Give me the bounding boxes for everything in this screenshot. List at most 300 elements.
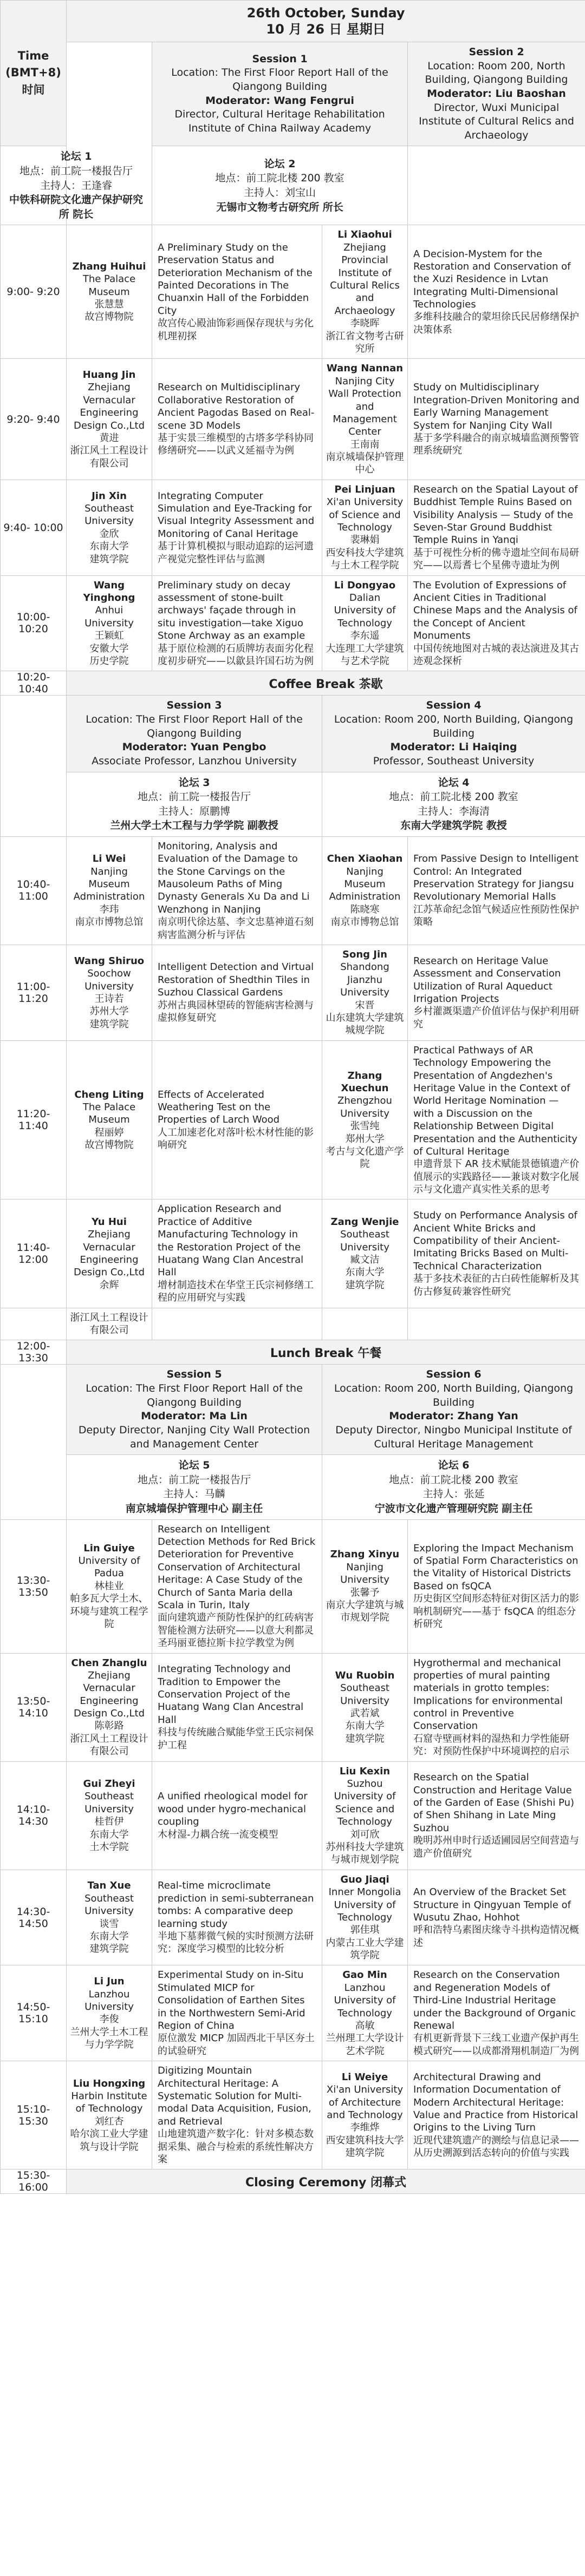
speaker-affiliation: 苏州大学 (89, 1006, 129, 1018)
talk-right (408, 1519, 585, 1653)
time-slot: 11:20- 11:40 (1, 1040, 67, 1199)
speaker-affiliation: Zhejiang Vernacular Engineering Design Co.,Ltd (73, 1229, 145, 1279)
talk-title-en: Effects of Accelerated Weathering Test on the Properties of Larch Wood (158, 1089, 280, 1126)
talk-title-cn: 基于实景三维模型的古塔多学科协同修缮研究——以武义延福寺为例 (158, 432, 314, 457)
speaker-affiliation: 武若斌 (350, 1708, 380, 1720)
speaker-name: Wang Nannan (326, 363, 404, 375)
speaker-affiliation: 谈雪 (99, 1918, 119, 1930)
session-moderator-role: Director, Wuxi Municipal Institute of Cultural Relics and Archaeology (419, 101, 574, 141)
date-header (67, 1, 585, 42)
talk-title-cn: 历史街区空间形态特征对街区活力的影响机制研究——基于 fsQCA 的组态分析研究 (413, 1593, 579, 1630)
session-moderator-role: Professor, Southeast University (373, 755, 535, 767)
talk-right (408, 945, 585, 1041)
speaker-name: Li Weiye (341, 2071, 388, 2083)
schedule-body (1, 1, 585, 2194)
talk-title-en: Practical Pathways of AR Technology Empowering the Presentation of Angdezhen's Heritage Value in the Context of World Heritage Nomination — with a Discussion on the Relationship Between Digital Presentation and the Authenticity of Cultural Heritage (413, 1044, 577, 1157)
talk-right (408, 480, 585, 575)
talk-title-cn: 基于可视性分析的佛寺遗址空间布局研究——以焉耆七个星佛寺遗址为例 (413, 547, 579, 572)
speaker-affiliation: 苏州科技大学建筑与城市规划学院 (326, 1841, 404, 1866)
time-slot: 11:40- 12:00 (1, 1199, 67, 1308)
talk-right (408, 1870, 585, 1965)
talk-left (152, 2061, 322, 2169)
session-header-left (67, 1365, 322, 1455)
time-slot: 10:00- 10:20 (1, 575, 67, 671)
forum-role: 南京城墙保护管理中心 副主任 (125, 1503, 263, 1515)
speaker-affiliation-tail: 浙江风土工程设计有限公司 (67, 1308, 152, 1340)
forum-header-right (322, 1455, 585, 1519)
talk-title-cn: 江苏革命纪念馆气候适应性预防性保护策略 (413, 903, 579, 928)
speaker-affiliation: 南京大学建筑与城市规划学院 (326, 1599, 404, 1624)
session-header-right (408, 42, 585, 146)
speaker-affiliation: 东南大学 (89, 1931, 129, 1942)
speaker-name: Wang Yinghong (83, 579, 135, 604)
speaker-name: Cheng Liting (74, 1089, 144, 1100)
session-location: Location: Room 200, North Building, Qiangong Building (425, 60, 568, 86)
session-header-right (322, 1365, 585, 1455)
speaker-affiliation: 内蒙古工业大学建筑学院 (326, 1937, 404, 1962)
speaker-affiliation: 王南南 (350, 438, 380, 450)
forum-header-row (1, 146, 585, 225)
speaker-affiliation: Suzhou University of Science and Technology (334, 1778, 396, 1828)
forum-header-left (67, 772, 322, 836)
talk-title-cn: 增材制造技术在华堂王氏宗祠修缮工程的应用研究与实践 (158, 1279, 314, 1304)
speaker-left (67, 575, 152, 671)
time-slot: 15:10- 15:30 (1, 2061, 67, 2169)
break-label: Closing Ceremony 闭幕式 (67, 2169, 585, 2194)
speaker-affiliation: 山东建筑大学建筑城规学院 (326, 1012, 404, 1037)
talk-left (152, 1653, 322, 1761)
talk-title-en: An Overview of the Bracket Set Structure in Qingyuan Temple of Wusutu Zhao, Hohhot (413, 1886, 571, 1923)
forum-moderator: 主持人：李海清 (418, 805, 490, 817)
talk-title-cn: 基于多学科融合的南京城墙监测预警管理系统研究 (413, 432, 579, 457)
talk-title-en: Integrating Computer Simulation and Eye-Tracking for Visual Integrity Assessment and Monitoring of Canal Heritage (158, 490, 315, 540)
talk-title-en: A Preliminary Study on the Preservation Status and Deterioration Mechanism of the Painted Decorations in The Chuanxin Hall of the Forbidden City (158, 241, 313, 317)
speaker-affiliation: 兰州理工大学设计艺术学院 (326, 2033, 404, 2057)
speaker-right (322, 2061, 408, 2169)
forum-moderator: 主持人：刘宝山 (243, 186, 316, 199)
session-location: Location: Room 200, North Building, Qiangong Building (334, 1382, 574, 1408)
time-slot: 10:40- 11:00 (1, 836, 67, 945)
break-label: Lunch Break 午餐 (67, 1340, 585, 1365)
speaker-left (67, 359, 152, 480)
speaker-affiliation: Nanjing University (340, 1561, 389, 1586)
session-moderator: Moderator: Zhang Yan (389, 1410, 518, 1423)
forum-location: 地点：前工院一楼报告厅 (19, 165, 133, 178)
speaker-affiliation: 西安建筑科技大学建筑学院 (326, 2134, 404, 2159)
break-label: Coffee Break 茶歇 (67, 671, 585, 696)
session-location: Location: The First Floor Report Hall of the Qiangong Building (86, 1382, 303, 1408)
forum-location: 地点：前工院北楼 200 教室 (215, 172, 344, 185)
speaker-left (67, 836, 152, 945)
forum-header-left (1, 146, 152, 225)
speaker-affiliation: 东南大学 (345, 1720, 385, 1732)
talk-title-cn: 山地建筑遗产数字化：针对多模态数据采集、融合与检索的系统性解决方案 (158, 2128, 314, 2165)
speaker-affiliation: 哈尔滨工业大学建筑与设计学院 (70, 2128, 148, 2153)
talk-left (152, 836, 322, 945)
talk-title-en: Research on the Spatial Layout of Buddhist Temple Ruins Based on Visibility Analysis — Study of the Seven-Star Ground Buddhist Temple Ruins in Yanqi (413, 483, 578, 546)
talk-title-en: Research on the Conservation and Regeneration Models of Third-Line Industrial Heritage under the Background of Organic Renewal (413, 1969, 576, 2032)
talk-title-en: Research on Intelligent Detection Methods for Red Brick Deterioration for Preventive Conservation of Architectural Heritage: A Case Study of the Church of Santa Maria della Scala in Turin, Italy (158, 1523, 316, 1611)
table-row (1, 1519, 585, 1653)
speaker-affiliation: 臧文洁 (350, 1254, 380, 1266)
talk-right (408, 1965, 585, 2061)
time-spacer (1, 1365, 67, 1519)
forum-location: 地点：前工院北楼 200 教室 (389, 1473, 518, 1486)
table-row (1, 480, 585, 575)
speaker-affiliation: 建筑学院 (89, 1943, 129, 1955)
speaker-affiliation: Inner Mongolia University of Technology (328, 1886, 401, 1923)
speaker-affiliation: 浙江风土工程设计有限公司 (70, 1733, 148, 1758)
talk-title-cn: 乡村灌溉渠遗产价值评估与保护利用研究 (413, 1006, 579, 1030)
speaker-affiliation: 兰州大学土木工程与力学学院 (70, 2026, 148, 2051)
talk-title-en: Study on Performance Analysis of Ancient White Bricks and Compatibility of their Ancient-Imitating Bricks Based on Multi-Technical Characterization (413, 1210, 577, 1272)
speaker-left (67, 1870, 152, 1965)
speaker-affiliation: Nanjing Museum Administration (329, 866, 401, 903)
session-title: Session 5 (166, 1368, 222, 1381)
break-row (1, 1340, 585, 1365)
talk-right (408, 1761, 585, 1870)
forum-role: 中铁科研院文化遗产保护研究所 院长 (9, 194, 143, 220)
talk-title-en: Research on Heritage Value Assessment and Conservation Utilization of Rural Aqueduct Irrigation Projects (413, 955, 561, 1005)
break-time: 15:30- 16:00 (1, 2169, 67, 2194)
speaker-right (322, 1870, 408, 1965)
speaker-left (67, 945, 152, 1041)
speaker-affiliation: 西安科技大学建筑与土木工程学院 (326, 547, 404, 572)
forum-role: 无锡市文物考古研究所 所长 (216, 201, 343, 213)
speaker-affiliation: 桂哲伊 (94, 1816, 124, 1828)
talk-left (152, 1519, 322, 1653)
speaker-left (67, 1965, 152, 2061)
forum-location: 地点：前工院一楼报告厅 (137, 791, 251, 803)
forum-header-row (1, 772, 585, 836)
speaker-affiliation: Zhengzhou University (337, 1095, 392, 1119)
speaker-right (322, 1965, 408, 2061)
session-header-left (152, 42, 408, 146)
speaker-name: Li Dongyao (334, 579, 396, 591)
speaker-affiliation: Lanzhou University (84, 1988, 134, 2013)
speaker-affiliation: 浙江风土工程设计有限公司 (70, 445, 148, 469)
speaker-affiliation: 裴琳娟 (350, 534, 380, 546)
time-slot: 14:10- 14:30 (1, 1761, 67, 1870)
forum-moderator: 主持人：王逢睿 (40, 179, 112, 192)
speaker-name: Lin Guiye (83, 1542, 135, 1554)
talk-title-en: Preliminary study on decay assessment of stone-built archways' façade through in situ investigation—take Xiguo Stone Archway as an example (158, 579, 306, 642)
speaker-affiliation: Harbin Institute of Technology (71, 2090, 147, 2115)
speaker-right (322, 1519, 408, 1653)
speaker-affiliation: 李俊 (99, 2014, 119, 2026)
session-location: Location: The First Floor Report Hall of the Qiangong Building (171, 67, 388, 93)
speaker-affiliation: Nanjing Museum Administration (73, 866, 145, 903)
talk-title-cn: 石窟寺壁画材料的湿热和力学性能研究：对预防性保护中环境调控的启示 (413, 1733, 569, 1758)
talk-right (408, 575, 585, 671)
time-slot: 13:30- 13:50 (1, 1519, 67, 1653)
speaker-left (67, 480, 152, 575)
speaker-affiliation: 东南大学 (345, 1267, 385, 1279)
forum-title: 论坛 4 (438, 776, 470, 789)
talk-left (152, 225, 322, 359)
speaker-right (322, 945, 408, 1041)
speaker-affiliation: 南京城墙保护管理中心 (326, 451, 404, 476)
talk-empty (152, 1308, 322, 1340)
speaker-affiliation: 历史学院 (89, 655, 129, 667)
speaker-affiliation: 考古与文化遗产学院 (326, 1145, 404, 1170)
break-time: 12:00- 13:30 (1, 1340, 67, 1365)
speaker-affiliation: 王诗若 (94, 993, 124, 1005)
session-moderator-role: Director, Cultural Heritage Rehabilitation Institute of China Railway Academy (174, 108, 385, 135)
table-row (1, 1965, 585, 2061)
break-time: 10:20- 10:40 (1, 671, 67, 696)
speaker-affiliation: 陈彰路 (94, 1720, 124, 1732)
table-row (1, 1040, 585, 1199)
session-title: Session 6 (426, 1368, 482, 1381)
speaker-name: Liu Hongxing (73, 2077, 146, 2089)
talk-title-en: Real-time microclimate prediction in semi-subterranean tombs: A comparative deep learning study (158, 1880, 314, 1930)
speaker-name: Zhang Huihui (72, 260, 146, 272)
talk-right (408, 836, 585, 945)
time-slot: 9:40- 10:00 (1, 480, 67, 575)
speaker-left (67, 1040, 152, 1199)
forum-title: 论坛 5 (178, 1459, 210, 1472)
speaker-affiliation: Southeast University (340, 1682, 389, 1707)
session-header-right (322, 696, 585, 772)
speaker-affiliation: Zhejiang Vernacular Engineering Design Co.,Ltd (73, 382, 145, 431)
forum-title: 论坛 1 (60, 150, 92, 163)
date-cn: 10 月 26 日 星期日 (266, 22, 386, 37)
speaker-affiliation: The Palace Museum (82, 1102, 136, 1126)
talk-right (408, 359, 585, 480)
session-header-row (1, 42, 585, 146)
speaker-affiliation: The Palace Museum (82, 273, 136, 298)
speaker-affiliation: 高敏 (355, 2020, 375, 2032)
speaker-affiliation: 林桂业 (94, 1580, 124, 1592)
speaker-name: Huang Jin (82, 369, 136, 381)
session-location: Location: Room 200, North Building, Qiangong Building (334, 713, 574, 739)
speaker-right (322, 225, 408, 359)
table-row (1, 2061, 585, 2169)
speaker-affiliation: 刘可欣 (350, 1828, 380, 1840)
speaker-affiliation: 建筑学院 (89, 1018, 129, 1030)
speaker-left (67, 2061, 152, 2169)
talk-title-en: The Evolution of Expressions of Ancient Cities in Traditional Chinese Maps and the Analysis of the Concept of Ancient Monuments (413, 579, 577, 642)
talk-right (408, 1040, 585, 1199)
talk-title-cn: 晚明苏州申时行适适圃园居空间营造与遗产价值研究 (413, 1835, 579, 1859)
talk-title-cn: 故宫传心殿油饰彩画保存现状与劣化机理初探 (158, 318, 314, 342)
forum-header-left (67, 1455, 322, 1519)
speaker-affiliation: 郑州大学 (345, 1133, 385, 1145)
speaker-empty (322, 1308, 408, 1340)
speaker-left (67, 225, 152, 359)
talk-title-cn: 苏州古典园林望砖的智能病害检测与虚拟修复研究 (158, 999, 314, 1024)
talk-title-cn: 基于多技术表征的古白砖性能解析及其仿古修复砖兼容性研究 (413, 1273, 579, 1297)
speaker-right (322, 1199, 408, 1308)
speaker-affiliation: 李维烨 (350, 2122, 380, 2134)
talk-title-cn: 呼和浩特乌素图庆缘寺斗拱构造情况概述 (413, 1924, 579, 1949)
speaker-name: Li Jun (94, 1976, 125, 1988)
speaker-affiliation: 安徽大学 (89, 643, 129, 654)
talk-title-en: From Passive Design to Intelligent Control: An Integrated Preservation Strategy for Jiangsu Revolutionary Memorial Halls (413, 853, 579, 903)
speaker-name: Gao Min (342, 1969, 387, 1981)
talk-title-cn: 多维科技融合的蒙坦徐氏民居修缮保护决策体系 (413, 311, 579, 336)
speaker-name: Wu Ruobin (335, 1669, 395, 1681)
speaker-affiliation: 陈晓寒 (350, 903, 380, 915)
talk-title-cn: 中国传统地图对古城的表达演进及其古迹观念探析 (413, 643, 579, 667)
speaker-name: Gui Zheyi (83, 1778, 135, 1790)
speaker-affiliation: 故宫博物院 (84, 1139, 134, 1151)
speaker-affiliation: 李玮 (99, 903, 119, 915)
speaker-affiliation: 刘红杏 (94, 2115, 124, 2127)
talk-title-cn: 近现代建筑遗产的测绘与信息记录——从历史溯源到活态转向的价值与实践 (413, 2134, 579, 2159)
session-title: Session 3 (166, 699, 222, 712)
talk-title-en: Exploring the Impact Mechanism of Spatial Form Characteristics on the Vitality of Historical Districts Based on fsQCA (413, 1542, 578, 1592)
talk-title-cn: 人工加速老化对落叶松木材性能的影响研究 (158, 1126, 314, 1151)
speaker-affiliation: 帕多瓦大学土木、环境与建筑工程学院 (70, 1593, 148, 1630)
talk-left (152, 575, 322, 671)
time-slot: 14:30- 14:50 (1, 1870, 67, 1965)
talk-title-en: Integrating Technology and Tradition to Empower the Conservation Project of the Huatang Wang Clan Ancestral Hall (158, 1663, 304, 1726)
speaker-affiliation: Zhejiang Provincial Institute of Cultural Relics and Archaeology (330, 241, 400, 317)
talk-title-cn: 基于原位检测的石质牌坊表面劣化程度初步研究——以歙县许国石坊为例 (158, 643, 314, 667)
forum-header-row (1, 1455, 585, 1519)
session-moderator: Moderator: Wang Fengrui (205, 94, 354, 107)
session-header-row (1, 1365, 585, 1455)
speaker-affiliation: Soochow University (84, 968, 134, 992)
talk-left (152, 480, 322, 575)
forum-title: 论坛 3 (178, 776, 210, 789)
speaker-name: Song Jin (342, 949, 387, 961)
forum-location: 地点：前工院北楼 200 教室 (389, 791, 518, 803)
forum-moderator: 主持人：原鹏博 (158, 805, 230, 817)
speaker-name: Li Wei (92, 853, 126, 865)
speaker-name: Liu Kexin (339, 1765, 391, 1777)
forum-moderator: 主持人：马麟 (163, 1488, 225, 1500)
table-row (1, 1870, 585, 1965)
speaker-affiliation: Southeast University (84, 1892, 134, 1917)
session-moderator: Moderator: Liu Baoshan (427, 87, 566, 100)
talk-left (152, 1199, 322, 1308)
session-moderator-role: Associate Professor, Lanzhou University (92, 755, 297, 767)
session-title: Session 4 (426, 699, 482, 712)
speaker-affiliation: 郭佳琪 (350, 1924, 380, 1936)
speaker-affiliation: 大连理工大学建筑与艺术学院 (326, 643, 404, 667)
talk-empty (408, 1308, 585, 1340)
table-row (1, 359, 585, 480)
speaker-affiliation: 黄进 (99, 432, 119, 444)
time-slot: 11:00- 11:20 (1, 945, 67, 1041)
talk-title-cn: 木材湿-力耦合统一流变模型 (158, 1828, 278, 1840)
talk-title-en: Hygrothermal and mechanical properties of mural painting materials in grotto temples: Implications for environmental control in Preventive Conservation (413, 1657, 563, 1732)
talk-left (152, 1040, 322, 1199)
speaker-affiliation: Southeast University (340, 1229, 389, 1253)
speaker-affiliation: Southeast University (84, 1791, 134, 1815)
table-row (1, 575, 585, 671)
speaker-name: Wang Shiruo (74, 955, 145, 967)
forum-header-right (152, 146, 408, 225)
speaker-right (322, 1653, 408, 1761)
speaker-affiliation: Lanzhou University of Technology (334, 1982, 396, 2019)
speaker-name: Zang Wenjie (330, 1216, 399, 1228)
talk-title-en: A unified rheological model for wood under hygro-mechanical coupling (158, 1791, 308, 1828)
speaker-name: Tan Xue (87, 1880, 131, 1892)
break-row (1, 2169, 585, 2194)
talk-title-cn: 原位激发 MICP 加固西北干旱区夯土的试验研究 (158, 2033, 315, 2057)
speaker-affiliation: 李东遥 (350, 630, 380, 642)
table-row (1, 225, 585, 359)
talk-title-cn: 面向建筑遗产预防性保护的红砖病害智能检测方法研究——以意大利都灵圣玛丽亚德拉斯卡拉学教堂为例 (158, 1612, 314, 1649)
speaker-affiliation: 程丽婷 (94, 1126, 124, 1138)
speaker-affiliation: University of Padua (78, 1555, 140, 1579)
talk-title-en: Experimental Study on in-Situ Stimulated MICP for Consolidation of Earthen Sites in the Northwestern Semi-Arid Region of China (158, 1969, 306, 2032)
speaker-affiliation: Dalian University of Technology (334, 592, 396, 629)
speaker-affiliation: 张馨予 (350, 1587, 380, 1598)
speaker-affiliation: 余辉 (99, 1279, 119, 1291)
forum-role: 兰州大学土木工程与力学学院 副教授 (110, 820, 278, 832)
table-row (1, 1653, 585, 1761)
session-title: Session 2 (469, 46, 524, 58)
speaker-affiliation: 故宫博物院 (84, 311, 134, 323)
session-moderator: Moderator: Ma Lin (141, 1410, 248, 1423)
speaker-affiliation: Nanjing City Wall Protection and Management Center (328, 375, 401, 438)
speaker-affiliation: Xi'an University of Science and Technology (326, 496, 404, 534)
speaker-affiliation: 南京市博物总馆 (75, 916, 144, 928)
speaker-right (322, 359, 408, 480)
talk-title-en: Digitizing Mountain Architectural Heritage: A Systematic Solution for Multi-modal Data Acquisition, Fusion, and Retrieval (158, 2065, 311, 2127)
talk-right (408, 225, 585, 359)
talk-left (152, 945, 322, 1041)
talk-title-en: A Decision-Mystem for the Restoration and Conservation of the Xuzi Residence in Lvtan Integrating Multi-Dimensional Technologies (413, 248, 571, 311)
time-spacer (1, 696, 67, 837)
speaker-name: Li Xiaohui (337, 229, 392, 241)
forum-location: 地点：前工院一楼报告厅 (137, 1473, 251, 1486)
speaker-name: Yu Hui (92, 1216, 127, 1228)
talk-title-en: Architectural Drawing and Information Documentation of Modern Architectural Heritage: Value and Practice from Historical Origins to the Living Turn (413, 2071, 578, 2134)
talk-right (408, 2061, 585, 2169)
session-moderator: Moderator: Li Haiqing (390, 741, 517, 753)
speaker-right (322, 1761, 408, 1870)
talk-title-cn: 科技与传统融合赋能华堂王氏宗祠保护工程 (158, 1727, 314, 1751)
session-header-left (67, 696, 322, 772)
forum-role: 东南大学建筑学院 教授 (400, 820, 507, 832)
time-slot: 9:00- 9:20 (1, 225, 67, 359)
talk-title-en: Research on Multidisciplinary Collaborative Restoration of Ancient Pagodas Based on Real-scene 3D Models (158, 382, 315, 431)
speaker-affiliation: 李晓晖 (350, 318, 380, 330)
speaker-left (67, 1653, 152, 1761)
speaker-name: Pei Linjuan (334, 483, 395, 495)
speaker-affiliation: 建筑学院 (89, 553, 129, 565)
speaker-name: Zhang Xuechun (341, 1070, 389, 1094)
speaker-affiliation: 东南大学 (89, 1828, 129, 1840)
speaker-name: Chen Zhanglu (71, 1657, 147, 1669)
table-row (1, 1761, 585, 1870)
talk-left (152, 359, 322, 480)
speaker-affiliation: 土木学院 (89, 1841, 129, 1853)
speaker-affiliation: 张雪纯 (350, 1120, 380, 1132)
talk-title-en: Intelligent Detection and Virtual Restoration of Shedthin Tiles in Suzhou Classical Gardens (158, 961, 314, 999)
speaker-right (322, 836, 408, 945)
talk-left (152, 1965, 322, 2061)
forum-role: 宁波市文化遗产管理研究院 副主任 (374, 1503, 533, 1515)
table-row (1, 836, 585, 945)
speaker-affiliation: 张慧慧 (94, 299, 124, 311)
session-title: Session 1 (252, 53, 308, 65)
time-column-header: Time (BMT+8) 时间 (1, 1, 67, 146)
session-location: Location: The First Floor Report Hall of the Qiangong Building (86, 713, 303, 739)
speaker-name: Chen Xiaohan (327, 853, 403, 865)
time-slot: 9:20- 9:40 (1, 359, 67, 480)
speaker-affiliation: 建筑学院 (345, 1279, 385, 1291)
session-moderator: Moderator: Yuan Pengbo (122, 741, 266, 753)
talk-title-en: Application Research and Practice of Additive Manufacturing Technology in the Restoration Project of the Huatang Wang Clan Ancestral Hall (158, 1203, 304, 1279)
speaker-affiliation: 金欣 (99, 528, 119, 540)
